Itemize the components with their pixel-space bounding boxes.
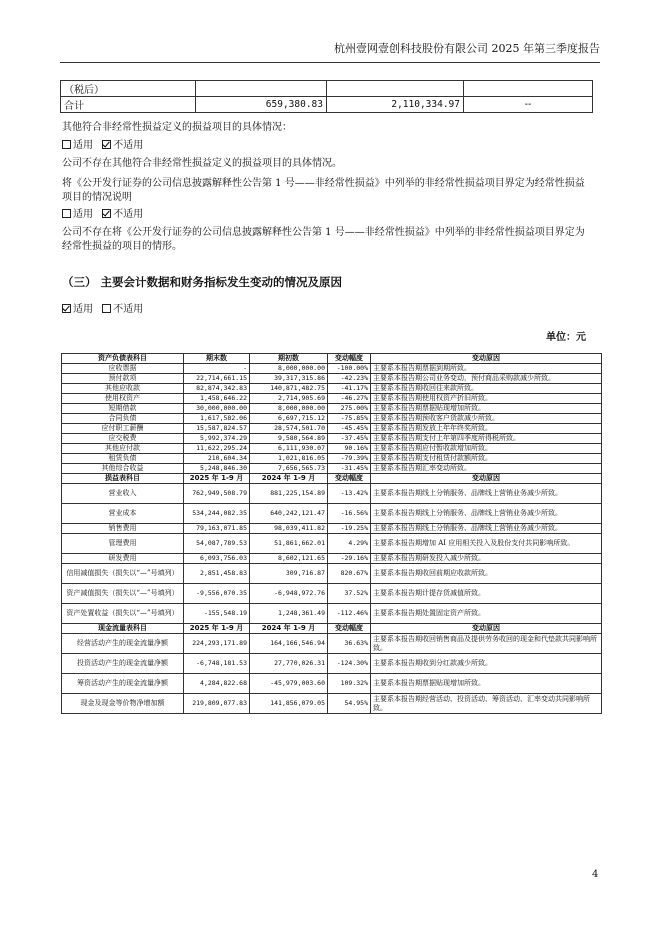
item-label: 其他综合收益 — [62, 464, 184, 474]
table-row — [62, 524, 602, 534]
change-reason: 主要系本报告期预收客户货款减少所致。 — [371, 414, 602, 424]
change-reason: 主要系本报告期线上分销服务、品牌线上营销业务减少所致。 — [371, 484, 602, 504]
item-label: 资产减值损失（损失以“—”号填列） — [62, 584, 184, 604]
amount-cell: 141,856,079.05 — [250, 694, 328, 714]
table-row — [62, 434, 602, 444]
item-label: 管理费用 — [62, 534, 184, 554]
table-row — [62, 464, 602, 474]
amount-cell: -6,748,181.53 — [184, 654, 250, 674]
amount-cell: 1,458,646.22 — [184, 394, 250, 404]
change-percent: -19.25% — [328, 524, 371, 534]
table-row — [62, 484, 602, 504]
change-reason: 主要系本报告期收回前期应收款所致。 — [371, 564, 602, 584]
applicability-checkboxes — [62, 208, 592, 222]
amount-cell: -45,979,003.60 — [250, 674, 328, 694]
paragraph: 公司不存在将《公开发行证券的公司信息披露解释性公告第 1 号——非经常性损益》中列举的非经常性损益项目界定为经常性损益的项目的情形。 — [62, 227, 585, 252]
table-row — [62, 534, 602, 554]
item-label: 研发费用 — [62, 554, 184, 564]
amount-cell: 309,716.87 — [250, 564, 328, 584]
checked-box-icon — [62, 304, 71, 313]
amount-cell: 51,861,662.01 — [250, 534, 328, 554]
amount-cell: 8,602,121.65 — [250, 554, 328, 564]
row-label: 合计 — [61, 97, 196, 113]
table-header-row — [62, 354, 602, 364]
table-header-row — [62, 474, 602, 484]
table-cell: -- — [464, 97, 593, 113]
change-reason: 主要系本报告期票据贴现增加所致。 — [371, 674, 602, 694]
unchecked-box-icon — [62, 140, 71, 149]
change-reason: 主要系本报告期处置固定资产所致。 — [371, 604, 602, 624]
change-percent: -79.39% — [328, 454, 371, 464]
change-percent: 36.63% — [328, 634, 371, 654]
table-row — [62, 424, 602, 434]
change-reason: 主要系本报告期支付租赁付款额所致。 — [371, 454, 602, 464]
amount-cell: 15,587,824.57 — [184, 424, 250, 434]
column-header: 2024 年 1-9 月 — [250, 624, 328, 634]
amount-cell: 5,992,374.29 — [184, 434, 250, 444]
table-row — [62, 504, 602, 524]
table-row — [61, 81, 593, 97]
change-reason: 主要系本报告期票据贴现增加所致。 — [371, 404, 602, 414]
amount-cell: -9,556,070.35 — [184, 584, 250, 604]
change-reason: 主要系本报告期收回销售商品及提供劳务收回的现金和代垫款共同影响所致。 — [371, 634, 602, 654]
amount-cell: - — [184, 364, 250, 374]
amount-cell: 39,317,315.86 — [250, 374, 328, 384]
amount-cell: 28,574,501.70 — [250, 424, 328, 434]
amount-cell: -155,548.19 — [184, 604, 250, 624]
table-row — [62, 364, 602, 374]
table-row — [62, 604, 602, 624]
change-reason: 主要系本报告期公司业务变动，预付商品采购款减少所致。 — [371, 374, 602, 384]
table-cell — [196, 81, 327, 97]
change-reason: 主要系本报告期线上分销服务、品牌线上营销业务减少所致。 — [371, 504, 602, 524]
amount-cell: 6,111,930.07 — [250, 444, 328, 454]
column-header: 变动原因 — [371, 354, 602, 364]
item-label: 其他应付款 — [62, 444, 184, 454]
column-header: 损益表科目 — [62, 474, 184, 484]
change-reason: 主要系本报告期线上分销服务、品牌线上营销业务减少所致。 — [371, 524, 602, 534]
amount-cell: 4,284,822.68 — [184, 674, 250, 694]
change-reason: 主要系本报告期研发投入减少所致。 — [371, 554, 602, 564]
amount-cell: 762,949,508.79 — [184, 484, 250, 504]
change-percent: 37.52% — [328, 584, 371, 604]
column-header: 变动原因 — [371, 624, 602, 634]
item-label: 预付款项 — [62, 374, 184, 384]
change-percent: -45.45% — [328, 424, 371, 434]
change-reason: 主要系本报告期增加 AI 应用相关投入及股份支付共同影响所致。 — [371, 534, 602, 554]
change-percent: 54.95% — [328, 694, 371, 714]
financial-changes-table — [61, 353, 602, 714]
table-row — [62, 404, 602, 414]
table-cell: 2,110,334.97 — [327, 97, 464, 113]
change-reason: 主要系本报告期应付暂收款增加所致。 — [371, 444, 602, 454]
change-percent: -100.00% — [328, 364, 371, 374]
item-label: 信用减值损失（损失以“—”号填列） — [62, 564, 184, 584]
change-reason: 主要系本报告期汇率变动所致。 — [371, 464, 602, 474]
column-header: 资产负债表科目 — [62, 354, 184, 364]
paragraph: 其他符合非经常性损益定义的损益项目的具体情况： — [62, 122, 292, 133]
checkbox-label: 不适用 — [113, 209, 144, 220]
unit-label: 单位：元 — [546, 332, 586, 343]
amount-cell: 640,242,121.47 — [250, 504, 328, 524]
change-percent: -42.23% — [328, 374, 371, 384]
item-label: 投资活动产生的现金流量净额 — [62, 654, 184, 674]
amount-cell: 98,039,411.82 — [250, 524, 328, 534]
amount-cell: 79,163,071.85 — [184, 524, 250, 534]
item-label: 应交税费 — [62, 434, 184, 444]
change-percent: 275.00% — [328, 404, 371, 414]
column-header: 2025 年 1-9 月 — [184, 624, 250, 634]
amount-cell: 210,604.34 — [184, 454, 250, 464]
item-label: 其他应收款 — [62, 384, 184, 394]
change-percent: -41.17% — [328, 384, 371, 394]
table-cell — [464, 81, 593, 97]
column-header: 变动原因 — [371, 474, 602, 484]
table-header-row — [62, 624, 602, 634]
checked-box-icon — [102, 140, 111, 149]
change-percent: -46.27% — [328, 394, 371, 404]
column-header: 期末数 — [184, 354, 250, 364]
change-percent: 820.67% — [328, 564, 371, 584]
report-header: 杭州壹网壹创科技股份有限公司 2025 年第三季度报告 — [334, 42, 600, 55]
table-row — [62, 414, 602, 424]
section-heading: （三） 主要会计数据和财务指标发生变动的情况及原因 — [62, 275, 343, 289]
table-row — [62, 654, 602, 674]
amount-cell: 8,000,000.00 — [250, 404, 328, 414]
amount-cell: 2,851,458.83 — [184, 564, 250, 584]
change-percent: -31.45% — [328, 464, 371, 474]
column-header: 变动幅度 — [328, 354, 371, 364]
checkbox-label: 不适用 — [113, 140, 144, 151]
amount-cell: 30,000,000.00 — [184, 404, 250, 414]
amount-cell: 27,770,026.31 — [250, 654, 328, 674]
amount-cell: 1,248,361.49 — [250, 604, 328, 624]
column-header: 2024 年 1-9 月 — [250, 474, 328, 484]
item-label: 应付职工薪酬 — [62, 424, 184, 434]
change-percent: -16.56% — [328, 504, 371, 524]
change-percent: -75.85% — [328, 414, 371, 424]
amount-cell: 9,580,564.89 — [250, 434, 328, 444]
change-percent: 4.29% — [328, 534, 371, 554]
table-row — [62, 444, 602, 454]
amount-cell: -6,948,972.76 — [250, 584, 328, 604]
column-header: 变动幅度 — [328, 624, 371, 634]
amount-cell: 2,714,905.69 — [250, 394, 328, 404]
item-label: 租赁负债 — [62, 454, 184, 464]
change-percent: -37.45% — [328, 434, 371, 444]
table-row — [62, 634, 602, 654]
non-recurring-summary-table — [60, 80, 593, 113]
amount-cell: 164,166,546.94 — [250, 634, 328, 654]
header-divider — [60, 62, 600, 63]
change-reason: 主要系本报告期计提存货减值所致。 — [371, 584, 602, 604]
table-row — [62, 564, 602, 584]
checkbox-label: 适用 — [73, 140, 93, 151]
column-header: 现金流量表科目 — [62, 624, 184, 634]
amount-cell: 8,000,000.00 — [250, 364, 328, 374]
checked-box-icon — [102, 209, 111, 218]
amount-cell: 219,809,077.83 — [184, 694, 250, 714]
amount-cell: 6,697,715.12 — [250, 414, 328, 424]
checkbox-label: 适用 — [73, 209, 93, 220]
amount-cell: 22,714,661.15 — [184, 374, 250, 384]
table-row — [62, 394, 602, 404]
change-percent: -13.42% — [328, 484, 371, 504]
change-percent: -112.46% — [328, 604, 371, 624]
amount-cell: 6,093,756.03 — [184, 554, 250, 564]
item-label: 筹资活动产生的现金流量净额 — [62, 674, 184, 694]
page-number: 4 — [592, 869, 599, 880]
amount-cell: 54,087,789.53 — [184, 534, 250, 554]
amount-cell: 1,021,816.05 — [250, 454, 328, 464]
unchecked-box-icon — [62, 209, 71, 218]
table-row — [62, 374, 602, 384]
amount-cell: 224,293,171.89 — [184, 634, 250, 654]
change-reason: 主要系本报告期发放上年年终奖所致。 — [371, 424, 602, 434]
column-header: 期初数 — [250, 354, 328, 364]
change-percent: 90.16% — [328, 444, 371, 454]
unchecked-box-icon — [102, 304, 111, 313]
item-label: 合同负债 — [62, 414, 184, 424]
table-cell: 659,380.83 — [196, 97, 327, 113]
change-percent: 109.32% — [328, 674, 371, 694]
table-row — [62, 454, 602, 464]
item-label: 现金及现金等价物净增加额 — [62, 694, 184, 714]
change-reason: 主要系本报告期收到分红款减少所致。 — [371, 654, 602, 674]
amount-cell: 5,248,846.30 — [184, 464, 250, 474]
table-row — [62, 674, 602, 694]
applicability-checkboxes — [62, 139, 592, 153]
amount-cell: 82,874,342.83 — [184, 384, 250, 394]
change-reason: 主要系本报告期票据到期所致。 — [371, 364, 602, 374]
change-reason: 主要系本报告期使用权资产折旧所致。 — [371, 394, 602, 404]
change-percent: -124.30% — [328, 654, 371, 674]
item-label: 经营活动产生的现金流量净额 — [62, 634, 184, 654]
column-header: 2025 年 1-9 月 — [184, 474, 250, 484]
table-row — [62, 584, 602, 604]
change-reason: 主要系本报告期经营活动、投资活动、筹资活动、汇率变动共同影响所致。 — [371, 694, 602, 714]
paragraph: 公司不存在其他符合非经常性损益定义的损益项目的具体情况。 — [62, 158, 342, 169]
item-label: 营业成本 — [62, 504, 184, 524]
amount-cell: 881,225,154.89 — [250, 484, 328, 504]
table-cell — [327, 81, 464, 97]
amount-cell: 7,656,565.73 — [250, 464, 328, 474]
checkbox-label: 适用 — [73, 304, 93, 315]
checkbox-label: 不适用 — [113, 304, 144, 315]
item-label: 短期借款 — [62, 404, 184, 414]
table-row — [61, 97, 593, 113]
table-row — [62, 694, 602, 714]
amount-cell: 140,871,482.75 — [250, 384, 328, 394]
paragraph: 将《公开发行证券的公司信息披露解释性公告第 1 号——非经常性损益》中列举的非经常性损益项目界定为经常性损益项目的情况说明 — [62, 178, 585, 203]
item-label: 资产处置收益（损失以“—”号填列） — [62, 604, 184, 624]
item-label: 使用权资产 — [62, 394, 184, 404]
change-reason: 主要系本报告期收回往来款所致。 — [371, 384, 602, 394]
amount-cell: 11,622,295.24 — [184, 444, 250, 454]
row-label: （税后） — [61, 81, 196, 97]
applicability-checkboxes — [62, 303, 592, 317]
table-body — [62, 354, 602, 714]
amount-cell: 534,244,082.35 — [184, 504, 250, 524]
item-label: 应收票据 — [62, 364, 184, 374]
change-percent: -29.16% — [328, 554, 371, 564]
table-row — [62, 554, 602, 564]
item-label: 营业收入 — [62, 484, 184, 504]
item-label: 销售费用 — [62, 524, 184, 534]
table-row — [62, 384, 602, 394]
change-reason: 主要系本报告期支付上年第四季度所得税所致。 — [371, 434, 602, 444]
amount-cell: 1,617,582.06 — [184, 414, 250, 424]
column-header: 变动幅度 — [328, 474, 371, 484]
